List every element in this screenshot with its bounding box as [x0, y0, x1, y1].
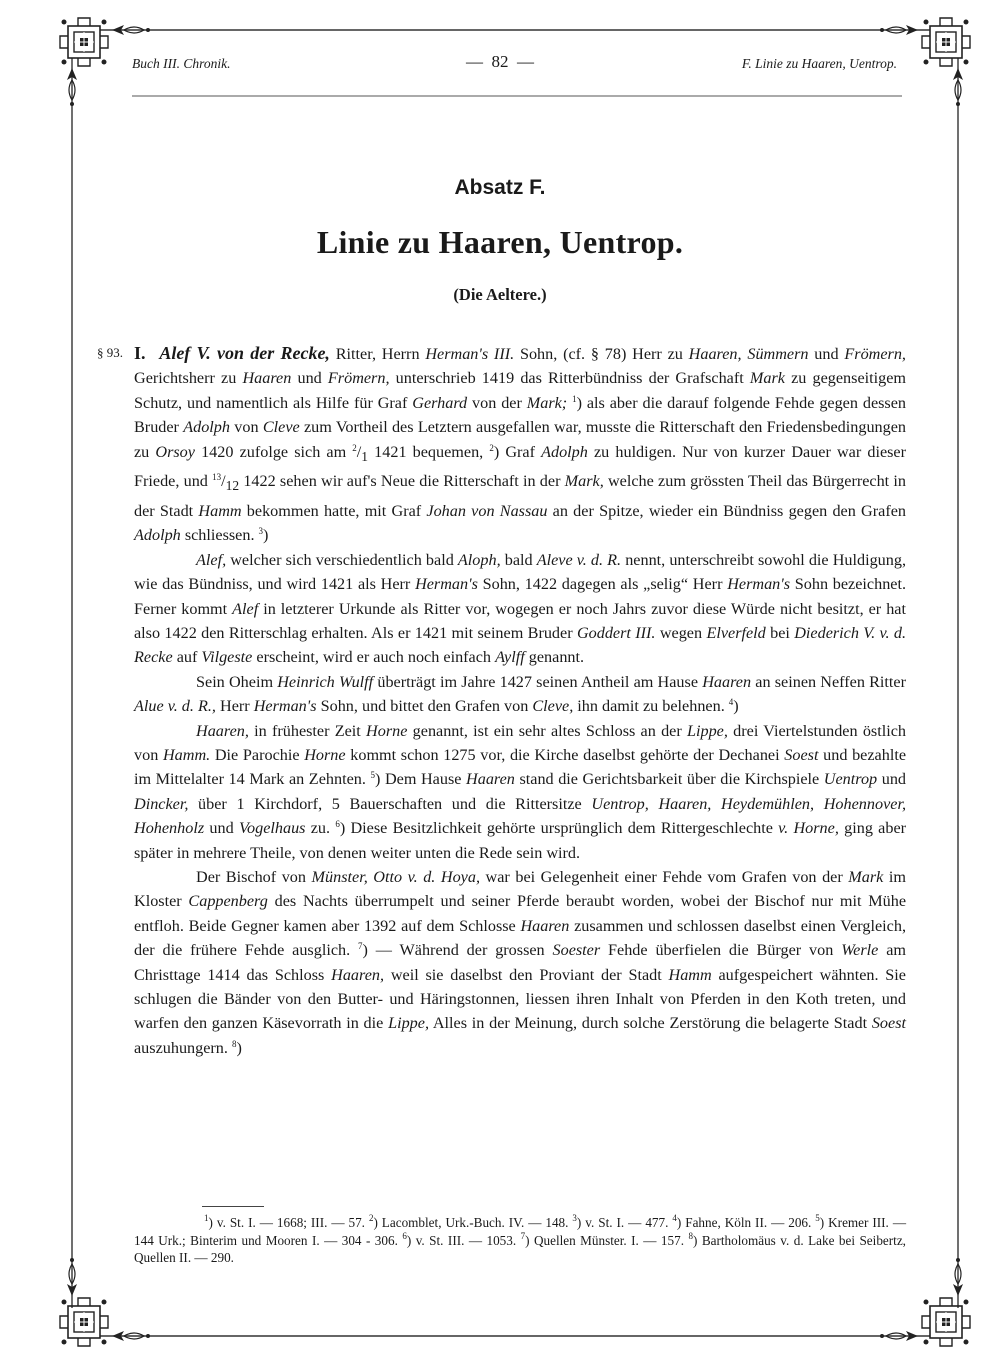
- footnote-text: $^1$) v. St. I. — 1668; III. — 57. $^2$) Lacomblet, Urk.-Buch. IV. — 148. $^3$) v. St. I. — 477. $^4$) Fahne, Köln II. — 206. $^5$) Kremer III. — 144 Urk.; Binterim und Mooren I. — 304 - 306. $^6$) v. St. III. — 1053. $^7$) Quellen Münster. I. — 157. $^8$) Bartholomäus v. d. Lake bei Seibertz, Quellen II. — 290.: [134, 1213, 907, 1265]
- page-number: 82: [491, 52, 509, 71]
- corner-ornament-icon: [922, 1298, 970, 1346]
- body-text: [134, 341, 906, 1060]
- page-number-line: — 82 —: [466, 52, 534, 71]
- page-subtitle: (Die Aeltere.): [453, 285, 547, 304]
- paragraph: Sein Oheim Heinrich Wulff überträgt im Jahre 1427 seinen Antheil am Hause Haaren an seinen Neffen Ritter Alue v. d. R., Herr Herman's Sohn, und bittet den Grafen von Cleve, ihn damit zu belehnen. $^4$): [134, 672, 907, 716]
- lead-number: I.: [134, 343, 146, 363]
- paragraph: Haaren, in frühester Zeit Horne genannt, ist ein sehr altes Schloss an der Lippe, drei Viertelstunden östlich von Hamm. Die Parochie Horne kommt schon 1275 vor, die Kirche daselbst gehörte der Dechanei Soest und bezahlte im Mittelalter 14 Mark an Zehnten. $^5$) Dem Hause Haaren stand die Gerichtsbarkeit über die Kirchspiele Uentrop und Dincker, über 1 Kirchdorf, 5 Bauerschaften und die Rittersitze Uentrop, Haaren, Heydemühlen, Hohennover, Hohenholz und Vogelhaus zu. $^6$) Diese Besitzlichkeit gehörte ursprünglich dem Rittergeschlechte v. Horne, ging aber später in mehrere Theile, von denen weiter unten die Rede sein wird.: [134, 721, 907, 862]
- section-kicker: Absatz F.: [454, 176, 546, 199]
- footnotes: [134, 1214, 906, 1267]
- page-title: Linie zu Haaren, Uentrop.: [316, 224, 684, 260]
- footnote-rule: [202, 1206, 264, 1207]
- running-head-left: Buch III. Chronik.: [132, 56, 231, 71]
- running-head-right: F. Linie zu Haaren, Uentrop.: [741, 56, 897, 71]
- corner-ornament-icon: [60, 1298, 108, 1346]
- lead-name: Alef V. von der Recke,: [159, 343, 330, 363]
- paragraph: Alef, welcher sich verschiedentlich bald Aloph, bald Aleve v. d. R. nennt, unterschreibt sowohl die Huldigung, wie das Bündniss, und wird 1421 als Herr Herman's Sohn, 1422 dagegen als „selig“ Herr Herman's Sohn bezeichnet. Ferner kommt Alef in letzterer Urkunde als Ritter vor, wogegen er noch Jahrs zuvor diese Würde nicht besitzt, er hat also 1422 den Ritterschlag erhalten. Als er 1421 mit seinem Bruder Goddert III. wegen Elverfeld bei Diederich V. v. d. Recke auf Vilgeste erscheint, wird er auch noch einfach Aylff genannt.: [134, 550, 907, 667]
- paragraph-body: Ritter, Herrn Herman's III. Sohn, (cf. § 78) Herr zu Haaren, Sümmern und Frömern, Gerichtsherr zu Haaren und Frömern, unterschrieb 1419 das Ritterbündniss der Grafschaft Mark zu gegenseitigem Schutz, und namentlich als Hilfe für Graf Gerhard von der Mark; $^1$) als aber die darauf folgende Fehde gegen dessen Bruder Adolph von Cleve zum Vortheil des Letztern ausgefallen war, musste die Ritterschaft den Friedensbedingungen zu Orsoy 1420 zufolge sich am $^2/_1$ 1421 bequemen, $^2$) Graf Adolph zu huldigen. Nur von kurzer Dauer war dieser Friede, und $^{13}/_{12}$ 1422 sehen wir auf's Neue die Ritterschaft in der Mark, welche zum grössten Theil das Bürgerrecht in der Stadt Hamm bekommen hatte, mit Graf Johan von Nassau an der Spitze, wieder ein Bündniss gegen den Grafen Adolph schliessen. $^3$): [134, 345, 907, 545]
- paragraph: [134, 341, 906, 548]
- paragraph: Der Bischof von Münster, Otto v. d. Hoya, war bei Gelegenheit einer Fehde vom Grafen von der Mark im Kloster Cappenberg des Nachts überrumpelt und seiner Pferde beraubt worden, wobei der Bischof nur mit Mühe entfloh. Beide Gegner kamen aber 1392 auf dem Schlosse Haaren zusammen und schlossen daselbst einen Vergleich, der die frühere Fehde ausglich. $^7$) — Während der grossen Soester Fehde überfielen die Bürger von Werle am Christtage 1414 das Schloss Haaren, weil sie daselbst den Proviant der Stadt Hamm aufgespeichert wähnten. Sie schlugen die Bänder von den Butter- und Häringstonnen, liessen ihren Inhalt von Pferden in den Koth treten, und warfen den ganzen Käsevorrath in die Lippe, Alles in der Meinung, durch solche Zerstörung die belagerte Stadt Soest auszuhungern. $^8$): [134, 868, 907, 1057]
- section-number: § 93.: [97, 345, 123, 360]
